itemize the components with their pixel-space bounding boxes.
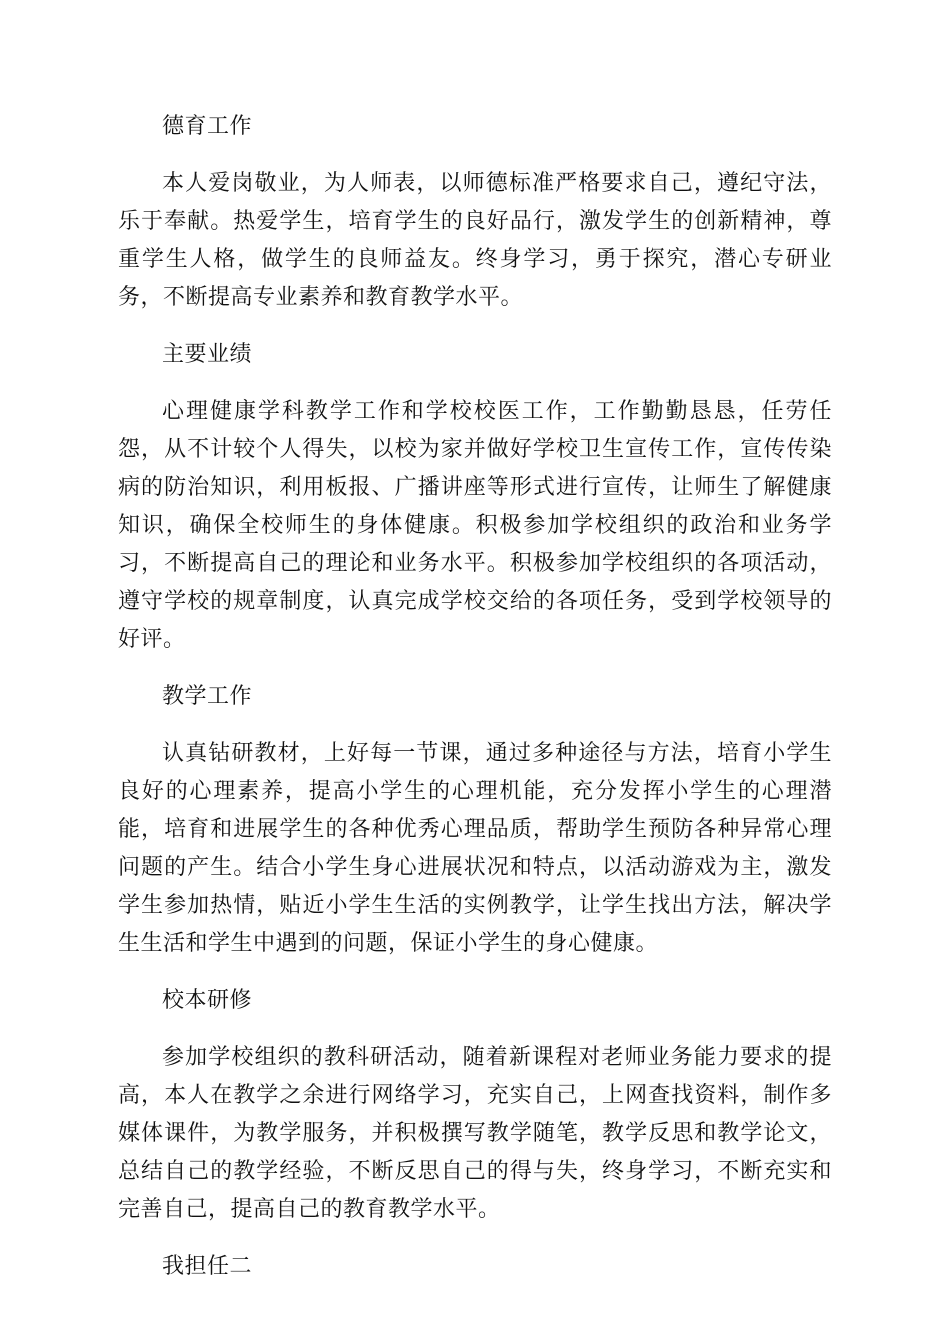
document-body xyxy=(118,108,832,1305)
section-paragraph-teaching-work: 认真钻研教材，上好每一节课，通过多种途径与方法，培育小学生良好的心理素养，提高小学生的心理机能，充分发挥小学生的心理潜能，培育和进展学生的各种优秀心理品质，帮助学生预防各种异常心理问题的产生。结合小学生身心进展状况和特点，以活动游戏为主，激发学生参加热情，贴近小学生生活的实例教学，让学生找出方法，解决学生生活和学生中遇到的问题，保证小学生的身心健康。 xyxy=(118,741,832,956)
section-heading-school-research: 校本研修 xyxy=(162,988,253,1013)
trailing-text-line: 我担任二 xyxy=(162,1254,253,1279)
section-heading-main-achievements: 主要业绩 xyxy=(162,342,253,367)
section-paragraph-school-research: 参加学校组织的教科研活动，随着新课程对老师业务能力要求的提高，本人在教学之余进行网络学习，充实自己，上网查找资料，制作多媒体课件，为教学服务，并积极撰写教学随笔，教学反思和教学论文，总结自己的教学经验，不断反思自己的得与失，终身学习，不断充实和完善自己，提高自己的教育教学水平。 xyxy=(118,1045,832,1222)
section-paragraph-main-achievements: 心理健康学科教学工作和学校校医工作，工作勤勤恳恳，任劳任怨，从不计较个人得失，以校为家并做好学校卫生宣传工作，宣传传染病的防治知识，利用板报、广播讲座等形式进行宣传，让师生了解健康知识，确保全校师生的身体健康。积极参加学校组织的政治和业务学习，不断提高自己的理论和业务水平。积极参加学校组织的各项活动，遵守学校的规章制度，认真完成学校交给的各项任务，受到学校领导的好评。 xyxy=(118,399,832,652)
section-paragraph-moral-education: 本人爱岗敬业，为人师表，以师德标准严格要求自己，遵纪守法，乐于奉献。热爱学生，培育学生的良好品行，激发学生的创新精神，尊重学生人格，做学生的良师益友。终身学习，勇于探究，潜心专研业务，不断提高专业素养和教育教学水平。 xyxy=(118,171,832,310)
section-heading-teaching-work: 教学工作 xyxy=(162,684,253,709)
section-heading-moral-education: 德育工作 xyxy=(162,114,253,139)
